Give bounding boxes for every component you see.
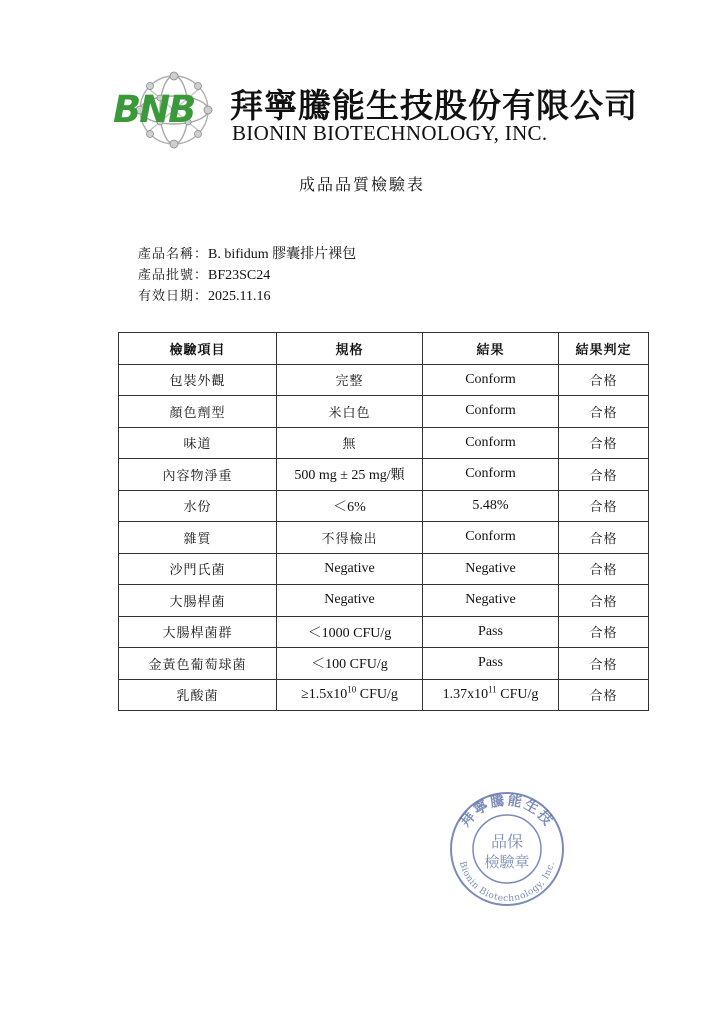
cell-result bbox=[423, 679, 559, 711]
header-spec: 規格 bbox=[277, 333, 423, 365]
table-row bbox=[119, 585, 649, 617]
cell-spec: 無 bbox=[277, 427, 423, 459]
cell-spec: 不得檢出 bbox=[277, 522, 423, 554]
cell-result: Conform bbox=[423, 427, 559, 459]
cell-judgement: 合格 bbox=[559, 679, 649, 711]
cell-result: Conform bbox=[423, 522, 559, 554]
expiry-value: 2025.11.16 bbox=[208, 289, 271, 304]
product-name-label: 產品名稱： bbox=[138, 247, 209, 262]
batch-label: 產品批號： bbox=[138, 268, 209, 283]
cell-item: 大腸桿菌群 bbox=[119, 616, 277, 648]
cell-spec: 米白色 bbox=[277, 396, 423, 428]
table-row bbox=[119, 364, 649, 396]
cell-spec: Negative bbox=[277, 585, 423, 617]
cell-spec: 500 mg ± 25 mg/顆 bbox=[277, 459, 423, 491]
spec-prefix: ≥1.5x10 bbox=[301, 686, 348, 702]
table-row bbox=[119, 616, 649, 648]
product-name-row bbox=[138, 244, 356, 265]
cell-spec: ＜1000 CFU/g bbox=[277, 616, 423, 648]
cell-result: Negative bbox=[423, 553, 559, 585]
cell-judgement: 合格 bbox=[559, 396, 649, 428]
result-prefix: 1.37x10 bbox=[442, 686, 489, 702]
batch-value: BF23SC24 bbox=[208, 268, 271, 283]
cell-result: Conform bbox=[423, 364, 559, 396]
header-item: 檢驗項目 bbox=[119, 333, 277, 365]
cell-item: 味道 bbox=[119, 427, 277, 459]
cell-spec: ＜6% bbox=[277, 490, 423, 522]
cell-item: 沙門氏菌 bbox=[119, 553, 277, 585]
cell-item: 內容物淨重 bbox=[119, 459, 277, 491]
cell-judgement: 合格 bbox=[559, 648, 649, 680]
table-row bbox=[119, 553, 649, 585]
result-suffix: CFU/g bbox=[496, 686, 539, 702]
cell-judgement: 合格 bbox=[559, 459, 649, 491]
cell-result: Negative bbox=[423, 585, 559, 617]
spec-exponent: 10 bbox=[347, 684, 357, 695]
cell-judgement: 合格 bbox=[559, 490, 649, 522]
cell-result: Pass bbox=[423, 648, 559, 680]
cell-judgement: 合格 bbox=[559, 585, 649, 617]
table-row bbox=[119, 396, 649, 428]
stamp-center-line2: 檢驗章 bbox=[484, 853, 530, 871]
product-name-value: B. bifidum 膠囊排片裸包 bbox=[208, 247, 357, 262]
cell-judgement: 合格 bbox=[559, 364, 649, 396]
cell-judgement: 合格 bbox=[559, 553, 649, 585]
header-judgement: 結果判定 bbox=[559, 333, 649, 365]
result-exponent: 11 bbox=[488, 684, 497, 695]
cell-item: 顏色劑型 bbox=[119, 396, 277, 428]
logo-text: BNB bbox=[113, 88, 195, 131]
cell-item: 大腸桿菌 bbox=[119, 585, 277, 617]
cell-spec: ＜100 CFU/g bbox=[277, 648, 423, 680]
document-title: 成品品質檢驗表 bbox=[298, 175, 425, 194]
stamp-ring-zh: 拜寧騰能生技 bbox=[457, 792, 557, 831]
batch-row bbox=[138, 265, 356, 286]
stamp-ring-en: Bionin Biotechnology, Inc. bbox=[456, 860, 558, 905]
qa-stamp-icon bbox=[447, 787, 567, 907]
table-row bbox=[119, 522, 649, 554]
table-header-row bbox=[119, 333, 649, 365]
cell-judgement: 合格 bbox=[559, 427, 649, 459]
spec-suffix: CFU/g bbox=[356, 686, 398, 702]
cell-result: 5.48% bbox=[423, 490, 559, 522]
cell-spec: 完整 bbox=[277, 364, 423, 396]
cell-result: Pass bbox=[423, 616, 559, 648]
table-row bbox=[119, 679, 649, 711]
header-result: 結果 bbox=[423, 333, 559, 365]
expiry-label: 有效日期： bbox=[138, 289, 209, 304]
product-meta bbox=[138, 244, 356, 307]
cell-item: 水份 bbox=[119, 490, 277, 522]
inspection-table bbox=[118, 332, 649, 711]
cell-judgement: 合格 bbox=[559, 616, 649, 648]
table-row bbox=[119, 490, 649, 522]
cell-item: 雜質 bbox=[119, 522, 277, 554]
cell-judgement: 合格 bbox=[559, 522, 649, 554]
table-row bbox=[119, 648, 649, 680]
company-name-zh: 拜寧騰能生技股份有限公司 bbox=[230, 86, 638, 125]
cell-item: 乳酸菌 bbox=[119, 679, 277, 711]
cell-spec: Negative bbox=[277, 553, 423, 585]
expiry-row bbox=[138, 286, 356, 307]
company-name-en: BIONIN BIOTECHNOLOGY, INC. bbox=[232, 121, 548, 145]
cell-spec bbox=[277, 679, 423, 711]
table-row bbox=[119, 459, 649, 491]
cell-result: Conform bbox=[423, 396, 559, 428]
cell-item: 金黃色葡萄球菌 bbox=[119, 648, 277, 680]
cell-item: 包裝外觀 bbox=[119, 364, 277, 396]
table-row bbox=[119, 427, 649, 459]
stamp-center-line1: 品保 bbox=[490, 832, 524, 851]
cell-result: Conform bbox=[423, 459, 559, 491]
